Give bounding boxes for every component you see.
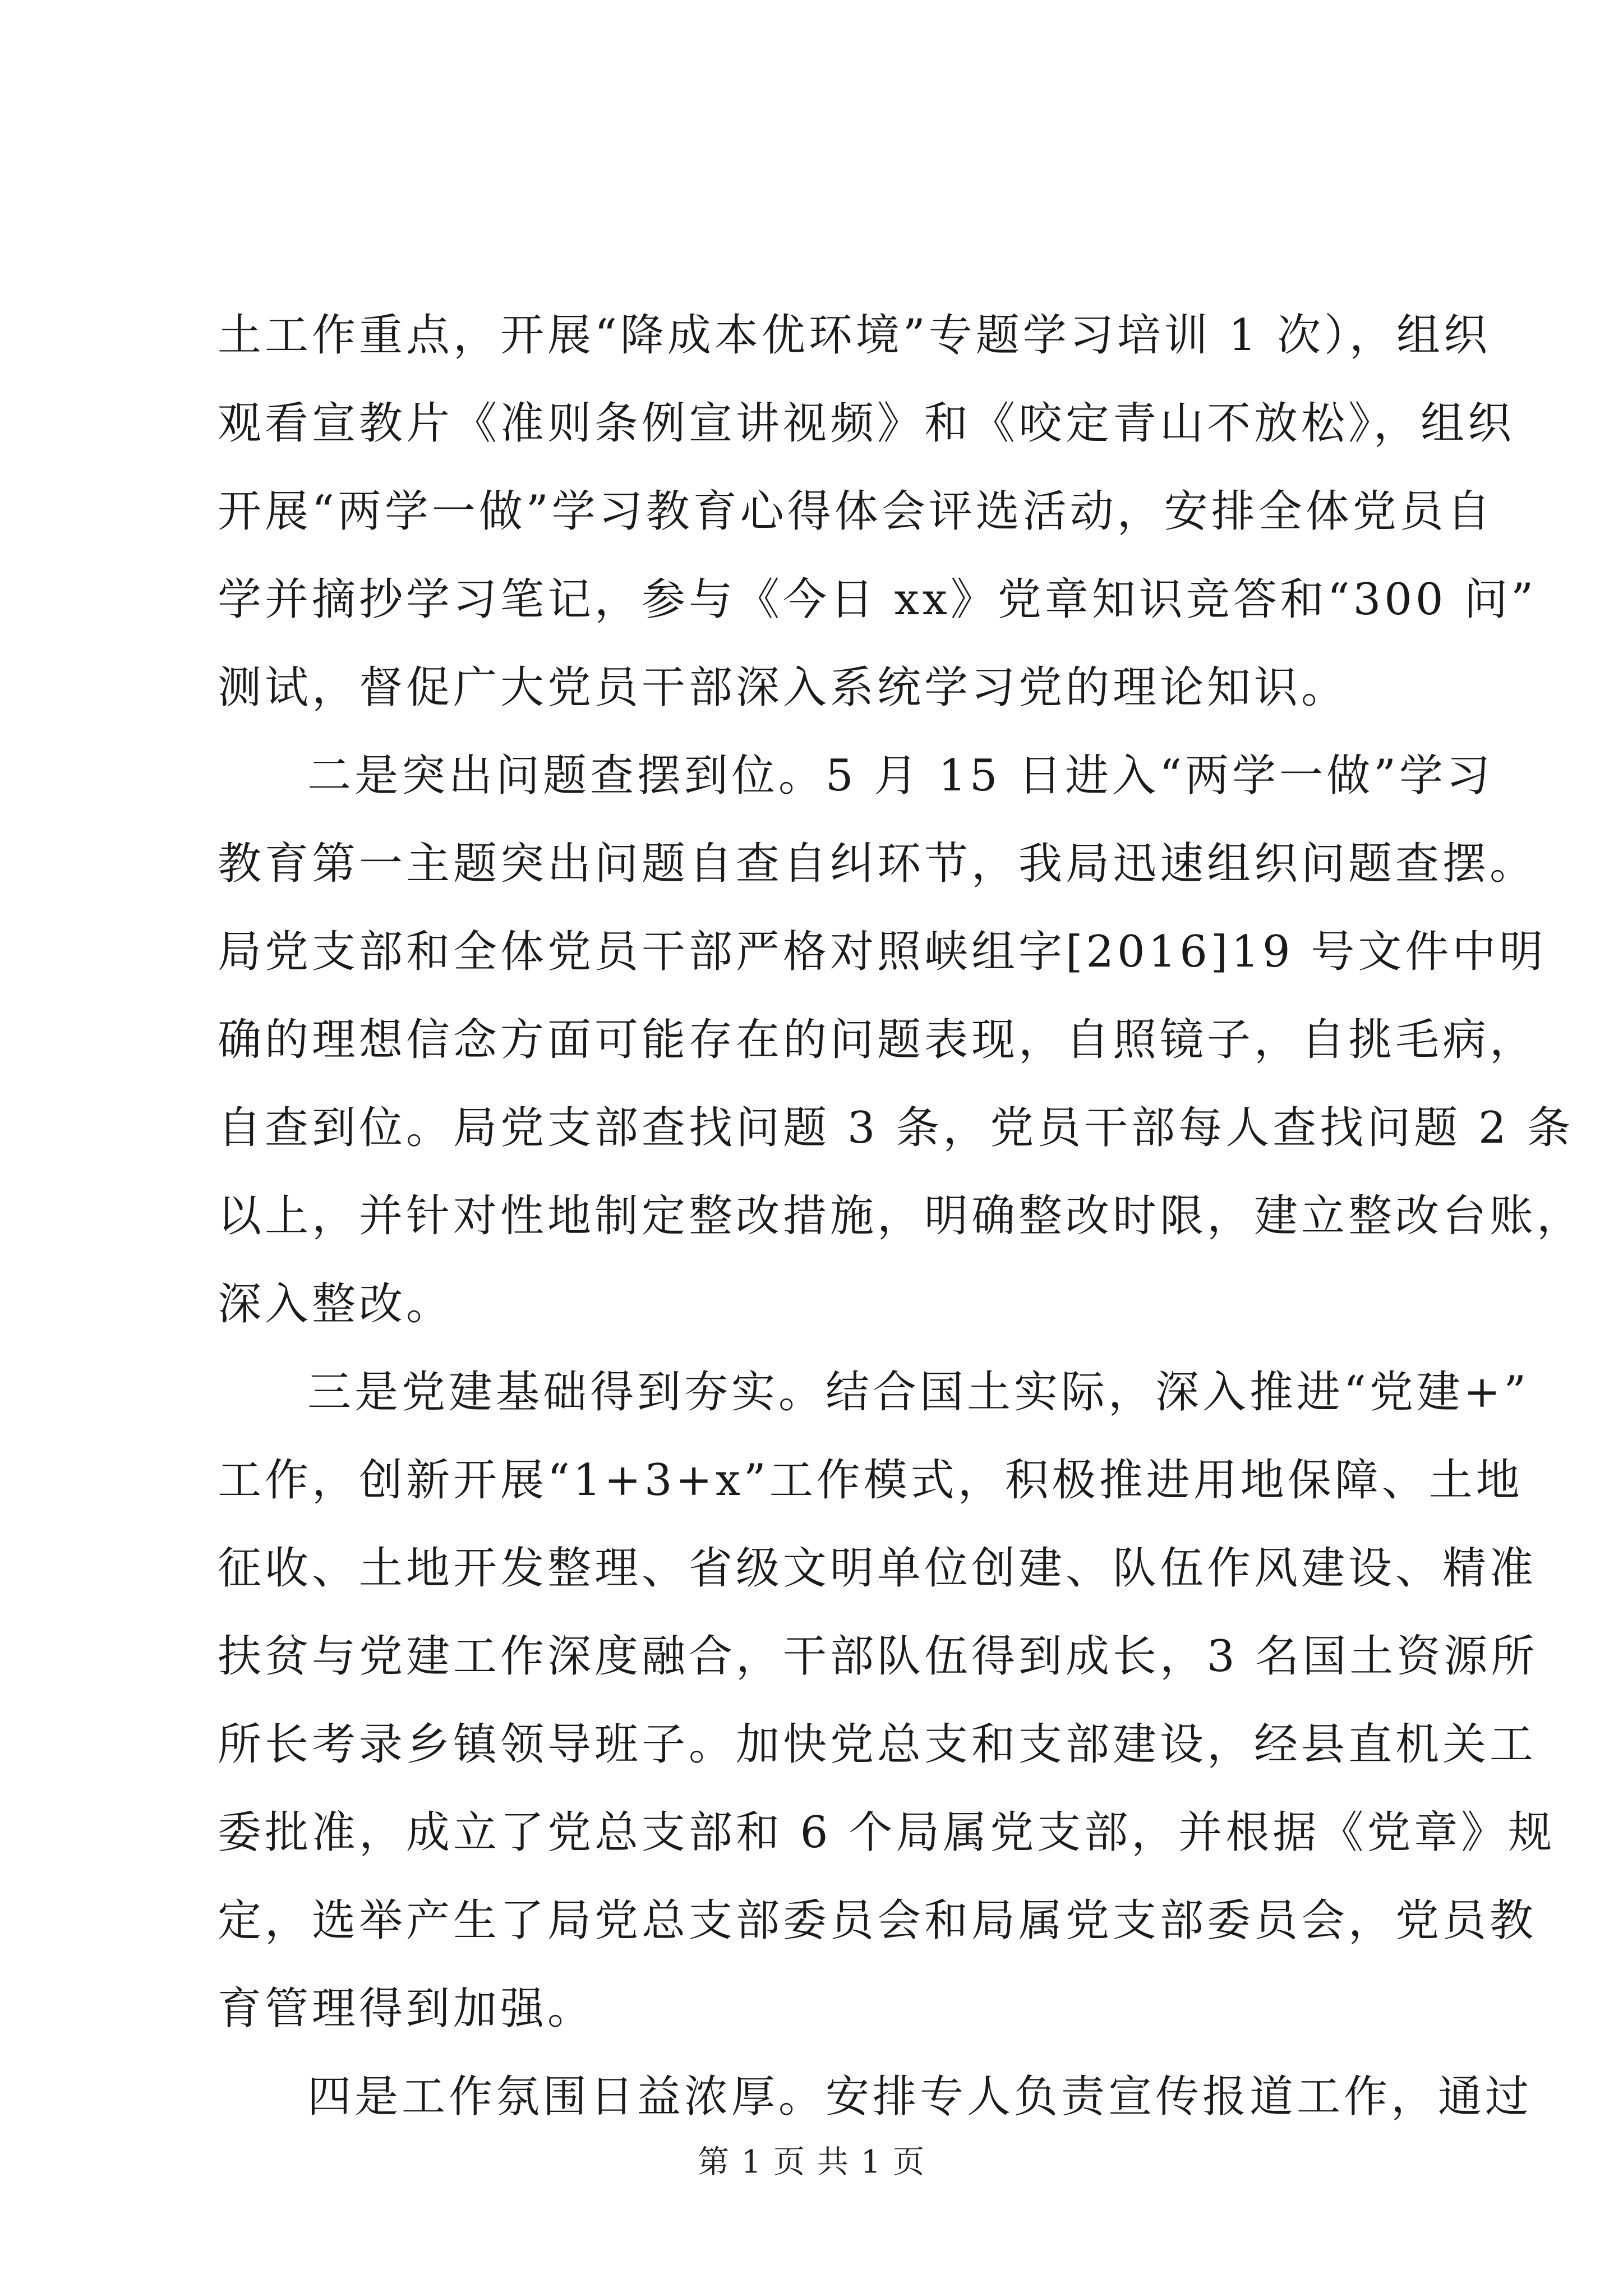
text-line: 教育第一主题突出问题自查自纠环节，我局迅速组织问题查摆。 (218, 839, 1537, 889)
paragraph-4-first-line: 四是工作氛围日益浓厚。安排专人负责宣传报道工作，通过 (307, 2072, 1533, 2122)
text-line: 以上，并针对性地制定整改措施，明确整改时限，建立整改台账， (218, 1191, 1584, 1241)
text-line: 深入整改。 (218, 1279, 454, 1329)
text-line: 学并摘抄学习笔记，参与《今日 xx》党章知识竞答和“300 问” (218, 574, 1537, 625)
paragraph-3-first-line: 三是党建基础得到夯实。结合国土实际，深入推进“党建+” (307, 1367, 1530, 1418)
text-line: 确的理想信念方面可能存在的问题表现，自照镜子，自挑毛病， (218, 1015, 1537, 1065)
text-line: 局党支部和全体党员干部严格对照峡组字[2016]19 号文件中明 (218, 927, 1547, 977)
text-line: 土工作重点，开展“降成本优环境”专题学习培训 1 次），组织 (218, 310, 1491, 361)
text-line: 定，选举产生了局党总支部委员会和局属党支部委员会，党员教 (218, 1895, 1537, 1946)
text-line: 观看宣教片《准则条例宣讲视频》和《咬定青山不放松》，组织 (218, 398, 1515, 449)
text-line: 测试，督促广大党员干部深入系统学习党的理论知识。 (218, 662, 1349, 713)
text-line: 所长考录乡镇领导班子。加快党总支和支部建设，经县直机关工 (218, 1719, 1537, 1770)
text-line: 扶贫与党建工作深度融合，干部队伍得到成长，3 名国土资源所 (218, 1631, 1538, 1682)
text-line: 工作，创新开展“1+3+x”工作模式，积极推进用地保障、土地 (218, 1455, 1523, 1506)
text-line: 开展“两学一做”学习教育心得体会评选活动，安排全体党员自 (218, 486, 1494, 537)
page-number-footer: 第 1 页 共 1 页 (697, 2144, 926, 2180)
paragraph-2-first-line: 二是突出问题查摆到位。5 月 15 日进入“两学一做”学习 (307, 751, 1494, 801)
text-line: 育管理得到加强。 (218, 1984, 595, 2034)
text-line: 征收、土地开发整理、省级文明单位创建、队伍作风建设、精准 (218, 1543, 1537, 1594)
text-line: 自查到位。局党支部查找问题 3 条，党员干部每人查找问题 2 条 (218, 1103, 1574, 1153)
text-line: 委批准，成立了党总支部和 6 个局属党支部，并根据《党章》规 (218, 1807, 1556, 1858)
